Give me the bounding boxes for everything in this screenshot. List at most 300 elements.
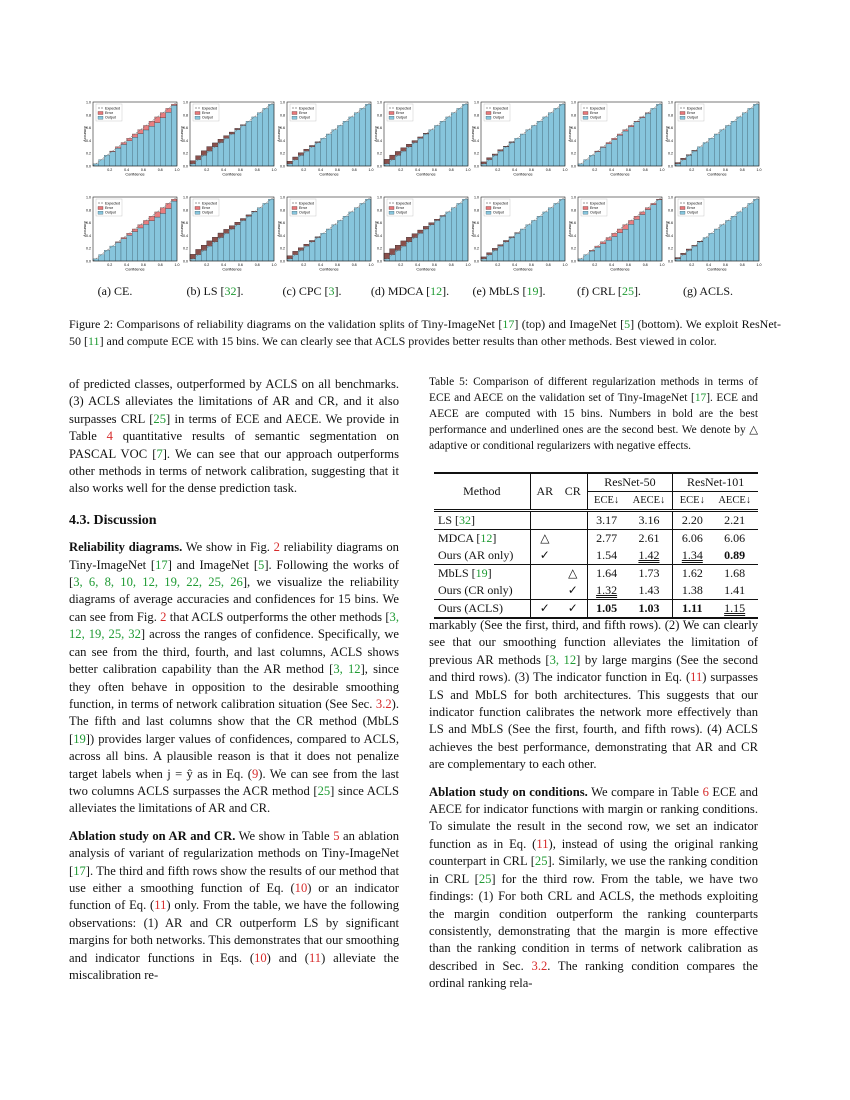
x-axis-label: Confidence [222, 172, 242, 177]
legend-label: Expected [687, 201, 702, 206]
x-axis-label: Confidence [319, 267, 339, 272]
x-tick-label: 0.4 [706, 263, 712, 267]
y-axis-label: Accuracy [83, 221, 87, 237]
output-bar [321, 138, 327, 166]
x-tick-label: 0.8 [545, 263, 551, 267]
output-bar [451, 113, 457, 166]
output-bar [149, 221, 155, 261]
x-tick-label: 0.2 [592, 263, 598, 267]
paragraph-results-tail: of predicted classes, outperformed by ACLS on all benchmarks. (3) ACLS alleviates the limitations of AR and CR, and it also surpasses CRL [25] in terms of ECE and AECE. We provide in Table 4 quantitative results of semantic segmentation on PASCAL VOC [7]. We can see that our approach outperforms other methods in terms of network calibration, suggesting that it also works well for the dense prediction task. [69, 377, 400, 496]
error-bar [212, 143, 218, 147]
y-tick-label: 0.0 [474, 164, 479, 169]
y-tick-label: 0.8 [86, 113, 91, 118]
y-tick-label: 1.0 [668, 195, 673, 200]
legend-error-swatch [195, 207, 200, 210]
output-bar [365, 104, 371, 166]
legend-label: Expected [202, 106, 217, 111]
error-bar [623, 130, 629, 131]
plot-area [665, 196, 762, 272]
y-tick-label: 0.2 [571, 151, 576, 156]
plot-area [180, 101, 277, 177]
output-bar [446, 212, 452, 261]
output-bar [656, 104, 662, 166]
output-bar [99, 255, 105, 261]
x-axis-label: Confidence [513, 172, 533, 177]
output-bar [589, 251, 595, 261]
error-bar [160, 208, 166, 214]
output-bar [160, 118, 166, 166]
reliability-diagram [180, 195, 276, 277]
x-tick-label: 0.8 [157, 263, 163, 267]
cell-ar: △ [540, 531, 550, 545]
y-tick-label: 0.8 [377, 208, 382, 213]
y-tick-label: 0.2 [474, 246, 479, 251]
x-tick-label: 0.2 [301, 263, 307, 267]
output-bar [429, 223, 435, 261]
x-tick-label: 0.2 [689, 263, 695, 267]
y-tick-label: 0.8 [86, 208, 91, 213]
legend-error-swatch [680, 112, 685, 115]
output-bar [709, 233, 715, 261]
plot-area [180, 196, 277, 272]
legend-label: Output [202, 115, 213, 120]
y-axis-label: Accuracy [568, 126, 572, 142]
output-bar [520, 134, 526, 166]
y-tick-label: 0.6 [377, 221, 382, 226]
right-column [429, 617, 758, 993]
output-bar [434, 125, 440, 166]
cell-value: 1.34 [681, 548, 703, 562]
cell-value: 1.68 [724, 566, 746, 580]
error-bar [196, 249, 202, 254]
output-bar [110, 246, 116, 261]
x-tick-label: 0.2 [301, 168, 307, 172]
y-tick-label: 0.6 [280, 221, 285, 226]
output-bar [132, 232, 138, 261]
x-axis-label: Confidence [707, 267, 727, 272]
legend-output-swatch [195, 116, 200, 119]
subfigure-label: (d) MDCA [12]. [370, 284, 450, 298]
error-bar [235, 222, 241, 225]
legend [678, 104, 704, 121]
legend-label: Error [105, 206, 113, 210]
legend-label: Output [105, 210, 116, 215]
figure-row-tinyimagenet [0, 100, 850, 180]
y-tick-label: 1.0 [474, 100, 479, 105]
output-bar [737, 117, 743, 166]
y-tick-label: 0.2 [377, 246, 382, 251]
legend-output-swatch [583, 211, 588, 214]
x-tick-label: 0.2 [398, 168, 404, 172]
output-bar [268, 199, 274, 261]
y-tick-label: 0.6 [571, 126, 576, 131]
x-tick-label: 0.4 [124, 168, 130, 172]
y-tick-label: 0.4 [668, 138, 673, 143]
output-bar [645, 113, 651, 166]
output-bar [143, 130, 149, 166]
output-bar [349, 117, 355, 166]
output-bar [617, 233, 623, 261]
output-bar [349, 212, 355, 261]
reliability-diagram [277, 100, 373, 182]
output-bar [446, 117, 452, 166]
x-tick-label: 1.0 [756, 168, 762, 172]
table-row [434, 565, 758, 583]
x-tick-label: 1.0 [659, 168, 665, 172]
y-tick-label: 0.6 [668, 126, 673, 131]
output-bar [731, 216, 737, 261]
output-bar [651, 205, 657, 261]
y-tick-label: 0.4 [183, 138, 188, 143]
y-tick-label: 0.4 [377, 138, 382, 143]
output-bar [218, 139, 224, 166]
y-tick-label: 0.0 [571, 259, 576, 264]
error-bar [623, 225, 629, 229]
legend-output-swatch [389, 211, 394, 214]
y-tick-label: 0.2 [474, 151, 479, 156]
output-bar [559, 104, 565, 166]
output-bar [224, 229, 230, 261]
x-tick-label: 0.6 [140, 168, 146, 172]
legend-error-swatch [486, 207, 491, 210]
error-bar [166, 108, 172, 112]
output-bar [697, 147, 703, 166]
cell-value: 2.21 [724, 513, 746, 527]
error-bar [155, 117, 161, 123]
legend-label: Output [105, 115, 116, 120]
legend-label: Expected [105, 106, 120, 111]
output-bar [537, 216, 543, 261]
x-tick-label: 0.6 [722, 168, 728, 172]
output-bar [628, 127, 634, 166]
y-tick-label: 1.0 [668, 100, 673, 105]
y-tick-label: 1.0 [86, 195, 91, 200]
legend-label: Error [493, 206, 501, 210]
y-tick-label: 0.2 [280, 151, 285, 156]
cell-method: MbLS [19] [434, 565, 530, 583]
cell-value: 3.17 [596, 513, 618, 527]
legend-output-swatch [292, 211, 297, 214]
output-bar [645, 210, 651, 261]
output-bar [725, 220, 731, 261]
x-tick-label: 1.0 [271, 263, 277, 267]
x-axis-label: Confidence [610, 172, 630, 177]
output-bar [127, 141, 133, 166]
x-tick-label: 0.6 [140, 263, 146, 267]
subfigure-label: (a) CE. [97, 284, 133, 298]
output-bar [503, 146, 509, 166]
legend-error-swatch [583, 112, 588, 115]
output-bar [143, 224, 149, 261]
output-bar [235, 222, 241, 261]
error-bar [287, 161, 293, 164]
error-bar [155, 212, 161, 217]
y-tick-label: 0.8 [280, 113, 285, 118]
y-axis-label: Accuracy [665, 126, 669, 142]
output-bar [263, 203, 269, 261]
y-tick-label: 0.0 [280, 164, 285, 169]
x-tick-label: 0.2 [592, 168, 598, 172]
y-tick-label: 0.4 [86, 138, 91, 143]
error-bar [138, 130, 144, 134]
x-tick-label: 1.0 [562, 263, 568, 267]
output-bar [440, 216, 446, 261]
legend [193, 199, 219, 216]
reliability-diagram [471, 195, 567, 277]
legend-error-swatch [680, 207, 685, 210]
y-tick-label: 0.6 [474, 221, 479, 226]
subfigure-label: (b) LS [32]. [186, 284, 244, 298]
error-bar [201, 151, 207, 155]
error-bar [628, 220, 634, 224]
legend [193, 104, 219, 121]
error-bar [315, 142, 321, 143]
output-bar [515, 138, 521, 166]
y-axis-label: Accuracy [374, 126, 378, 142]
y-axis-label: Accuracy [277, 221, 281, 237]
reliability-diagram [665, 100, 761, 182]
output-bar [703, 238, 709, 261]
output-bar [337, 125, 343, 166]
output-bar [543, 117, 549, 166]
output-bar [742, 113, 748, 166]
cell-ar: ✓ [539, 601, 550, 615]
y-tick-label: 0.6 [86, 126, 91, 131]
x-tick-label: 1.0 [659, 263, 665, 267]
output-bar [617, 135, 623, 166]
legend-label: Error [202, 206, 210, 210]
cell-method: LS [32] [434, 511, 530, 530]
legend-label: Output [396, 210, 407, 215]
error-bar [149, 121, 155, 126]
cell-value: 1.54 [596, 548, 618, 562]
y-tick-label: 0.6 [668, 221, 673, 226]
x-tick-label: 0.8 [351, 263, 357, 267]
error-bar [190, 254, 196, 258]
output-bar [526, 225, 532, 261]
table-row [434, 600, 758, 619]
output-bar [640, 214, 646, 261]
x-tick-label: 0.6 [237, 263, 243, 267]
y-tick-label: 0.4 [474, 233, 479, 238]
output-bar [584, 255, 590, 261]
y-tick-label: 0.8 [668, 113, 673, 118]
legend-output-swatch [98, 211, 103, 214]
y-tick-label: 0.0 [183, 259, 188, 264]
output-bar [434, 219, 440, 261]
y-tick-label: 0.2 [183, 246, 188, 251]
x-tick-label: 0.4 [415, 168, 421, 172]
output-bar [509, 237, 515, 261]
th-ece-50: ECE↓ [587, 492, 626, 511]
table-row [434, 511, 758, 530]
legend-error-swatch [486, 112, 491, 115]
output-bar [160, 213, 166, 261]
x-tick-label: 0.4 [415, 263, 421, 267]
x-tick-label: 0.2 [495, 263, 501, 267]
x-tick-label: 1.0 [368, 263, 374, 267]
y-tick-label: 1.0 [280, 100, 285, 105]
x-tick-label: 0.6 [334, 263, 340, 267]
y-tick-label: 1.0 [377, 195, 382, 200]
x-axis-label: Confidence [416, 267, 436, 272]
cell-value: 1.32 [596, 583, 618, 597]
error-bar [509, 142, 515, 143]
output-bar [634, 219, 640, 261]
cell-value: 2.61 [626, 530, 673, 548]
output-bar [315, 142, 321, 166]
output-bar [155, 217, 161, 261]
legend-label: Output [396, 115, 407, 120]
output-bar [423, 133, 429, 166]
plot-area [665, 101, 762, 177]
x-tick-label: 0.4 [124, 263, 130, 267]
x-tick-label: 0.6 [528, 168, 534, 172]
x-tick-label: 0.4 [512, 168, 518, 172]
output-bar [503, 241, 509, 261]
cell-value: 1.43 [626, 582, 673, 600]
output-bar [634, 122, 640, 166]
y-tick-label: 0.2 [183, 151, 188, 156]
x-tick-label: 0.6 [528, 263, 534, 267]
output-bar [526, 130, 532, 166]
legend-error-swatch [292, 112, 297, 115]
legend-label: Expected [493, 106, 508, 111]
cell-ar [530, 565, 559, 583]
output-bar [548, 113, 554, 166]
y-tick-label: 0.4 [571, 138, 576, 143]
legend [96, 104, 122, 121]
results-table [434, 472, 758, 619]
legend-label: Output [687, 210, 698, 215]
y-tick-label: 0.8 [474, 113, 479, 118]
x-tick-label: 0.8 [351, 168, 357, 172]
cell-value: 0.89 [724, 548, 746, 562]
error-bar [617, 229, 623, 233]
output-bar [457, 108, 463, 166]
y-tick-label: 0.0 [86, 259, 91, 264]
error-bar [160, 113, 166, 118]
y-tick-label: 0.8 [668, 208, 673, 213]
x-axis-label: Confidence [610, 267, 630, 272]
error-bar [390, 155, 396, 159]
output-bar [462, 104, 468, 166]
reliability-diagram [83, 195, 179, 277]
output-bar [457, 203, 463, 261]
output-bar [171, 105, 177, 166]
y-tick-label: 0.2 [668, 151, 673, 156]
x-tick-label: 0.2 [204, 168, 210, 172]
legend-output-swatch [389, 116, 394, 119]
y-tick-label: 0.4 [668, 233, 673, 238]
output-bar [606, 240, 612, 261]
output-bar [531, 125, 537, 166]
output-bar [584, 160, 590, 166]
output-bar [115, 148, 121, 166]
th-resnet101: ResNet-101 [673, 473, 758, 492]
output-bar [725, 125, 731, 166]
output-bar [99, 160, 105, 166]
x-tick-label: 0.6 [334, 168, 340, 172]
legend-label: Expected [396, 201, 411, 206]
output-bar [246, 121, 252, 166]
error-bar [589, 250, 595, 251]
output-bar [121, 239, 127, 261]
x-tick-label: 0.2 [398, 263, 404, 267]
y-axis-label: Accuracy [374, 221, 378, 237]
legend-label: Output [493, 115, 504, 120]
cell-method: MDCA [12] [434, 530, 530, 548]
legend-error-swatch [292, 207, 297, 210]
x-axis-label: Confidence [125, 172, 145, 177]
output-bar [714, 229, 720, 261]
cell-value: 1.38 [681, 583, 703, 597]
x-tick-label: 0.2 [107, 263, 113, 267]
output-bar [720, 130, 726, 166]
subfigure-label: (f) CRL [25]. [577, 284, 641, 298]
output-bar [531, 220, 537, 261]
legend-label: Error [687, 206, 695, 210]
y-axis-label: Accuracy [471, 221, 475, 237]
y-axis-label: Accuracy [83, 126, 87, 142]
plot-area [471, 101, 568, 177]
output-bar [127, 235, 133, 261]
x-tick-label: 0.6 [625, 168, 631, 172]
reliability-diagram [665, 195, 761, 277]
output-bar [418, 137, 424, 166]
cell-method: Ours (CR only) [434, 582, 530, 600]
output-bar [628, 224, 634, 261]
x-tick-label: 0.4 [609, 263, 615, 267]
x-tick-label: 1.0 [465, 263, 471, 267]
y-axis-label: Accuracy [180, 221, 184, 237]
legend-label: Error [590, 111, 598, 115]
output-bar [697, 241, 703, 261]
legend-label: Expected [299, 106, 314, 111]
output-bar [537, 121, 543, 166]
x-axis-label: Confidence [513, 267, 533, 272]
legend [484, 104, 510, 121]
legend-label: Output [590, 210, 601, 215]
x-tick-label: 1.0 [562, 168, 568, 172]
error-bar [212, 237, 218, 241]
output-bar [656, 200, 662, 261]
cell-value: 1.15 [724, 601, 746, 615]
y-tick-label: 1.0 [280, 195, 285, 200]
y-tick-label: 0.2 [280, 246, 285, 251]
x-tick-label: 0.2 [689, 168, 695, 172]
legend-error-swatch [389, 112, 394, 115]
y-axis-label: Accuracy [180, 126, 184, 142]
output-bar [600, 244, 606, 261]
legend-error-swatch [389, 207, 394, 210]
output-bar [110, 152, 116, 166]
cell-value: 2.77 [596, 531, 618, 545]
output-bar [257, 208, 263, 261]
error-bar [207, 147, 213, 151]
cell-ar [530, 582, 559, 600]
th-method: Method [434, 473, 530, 511]
plot-area [471, 196, 568, 272]
y-tick-label: 1.0 [183, 100, 188, 105]
x-tick-label: 1.0 [271, 168, 277, 172]
y-tick-label: 0.6 [474, 126, 479, 131]
x-tick-label: 0.4 [318, 168, 324, 172]
output-bar [753, 199, 759, 261]
error-bar [395, 151, 401, 155]
output-bar [406, 144, 412, 166]
y-axis-label: Accuracy [665, 221, 669, 237]
